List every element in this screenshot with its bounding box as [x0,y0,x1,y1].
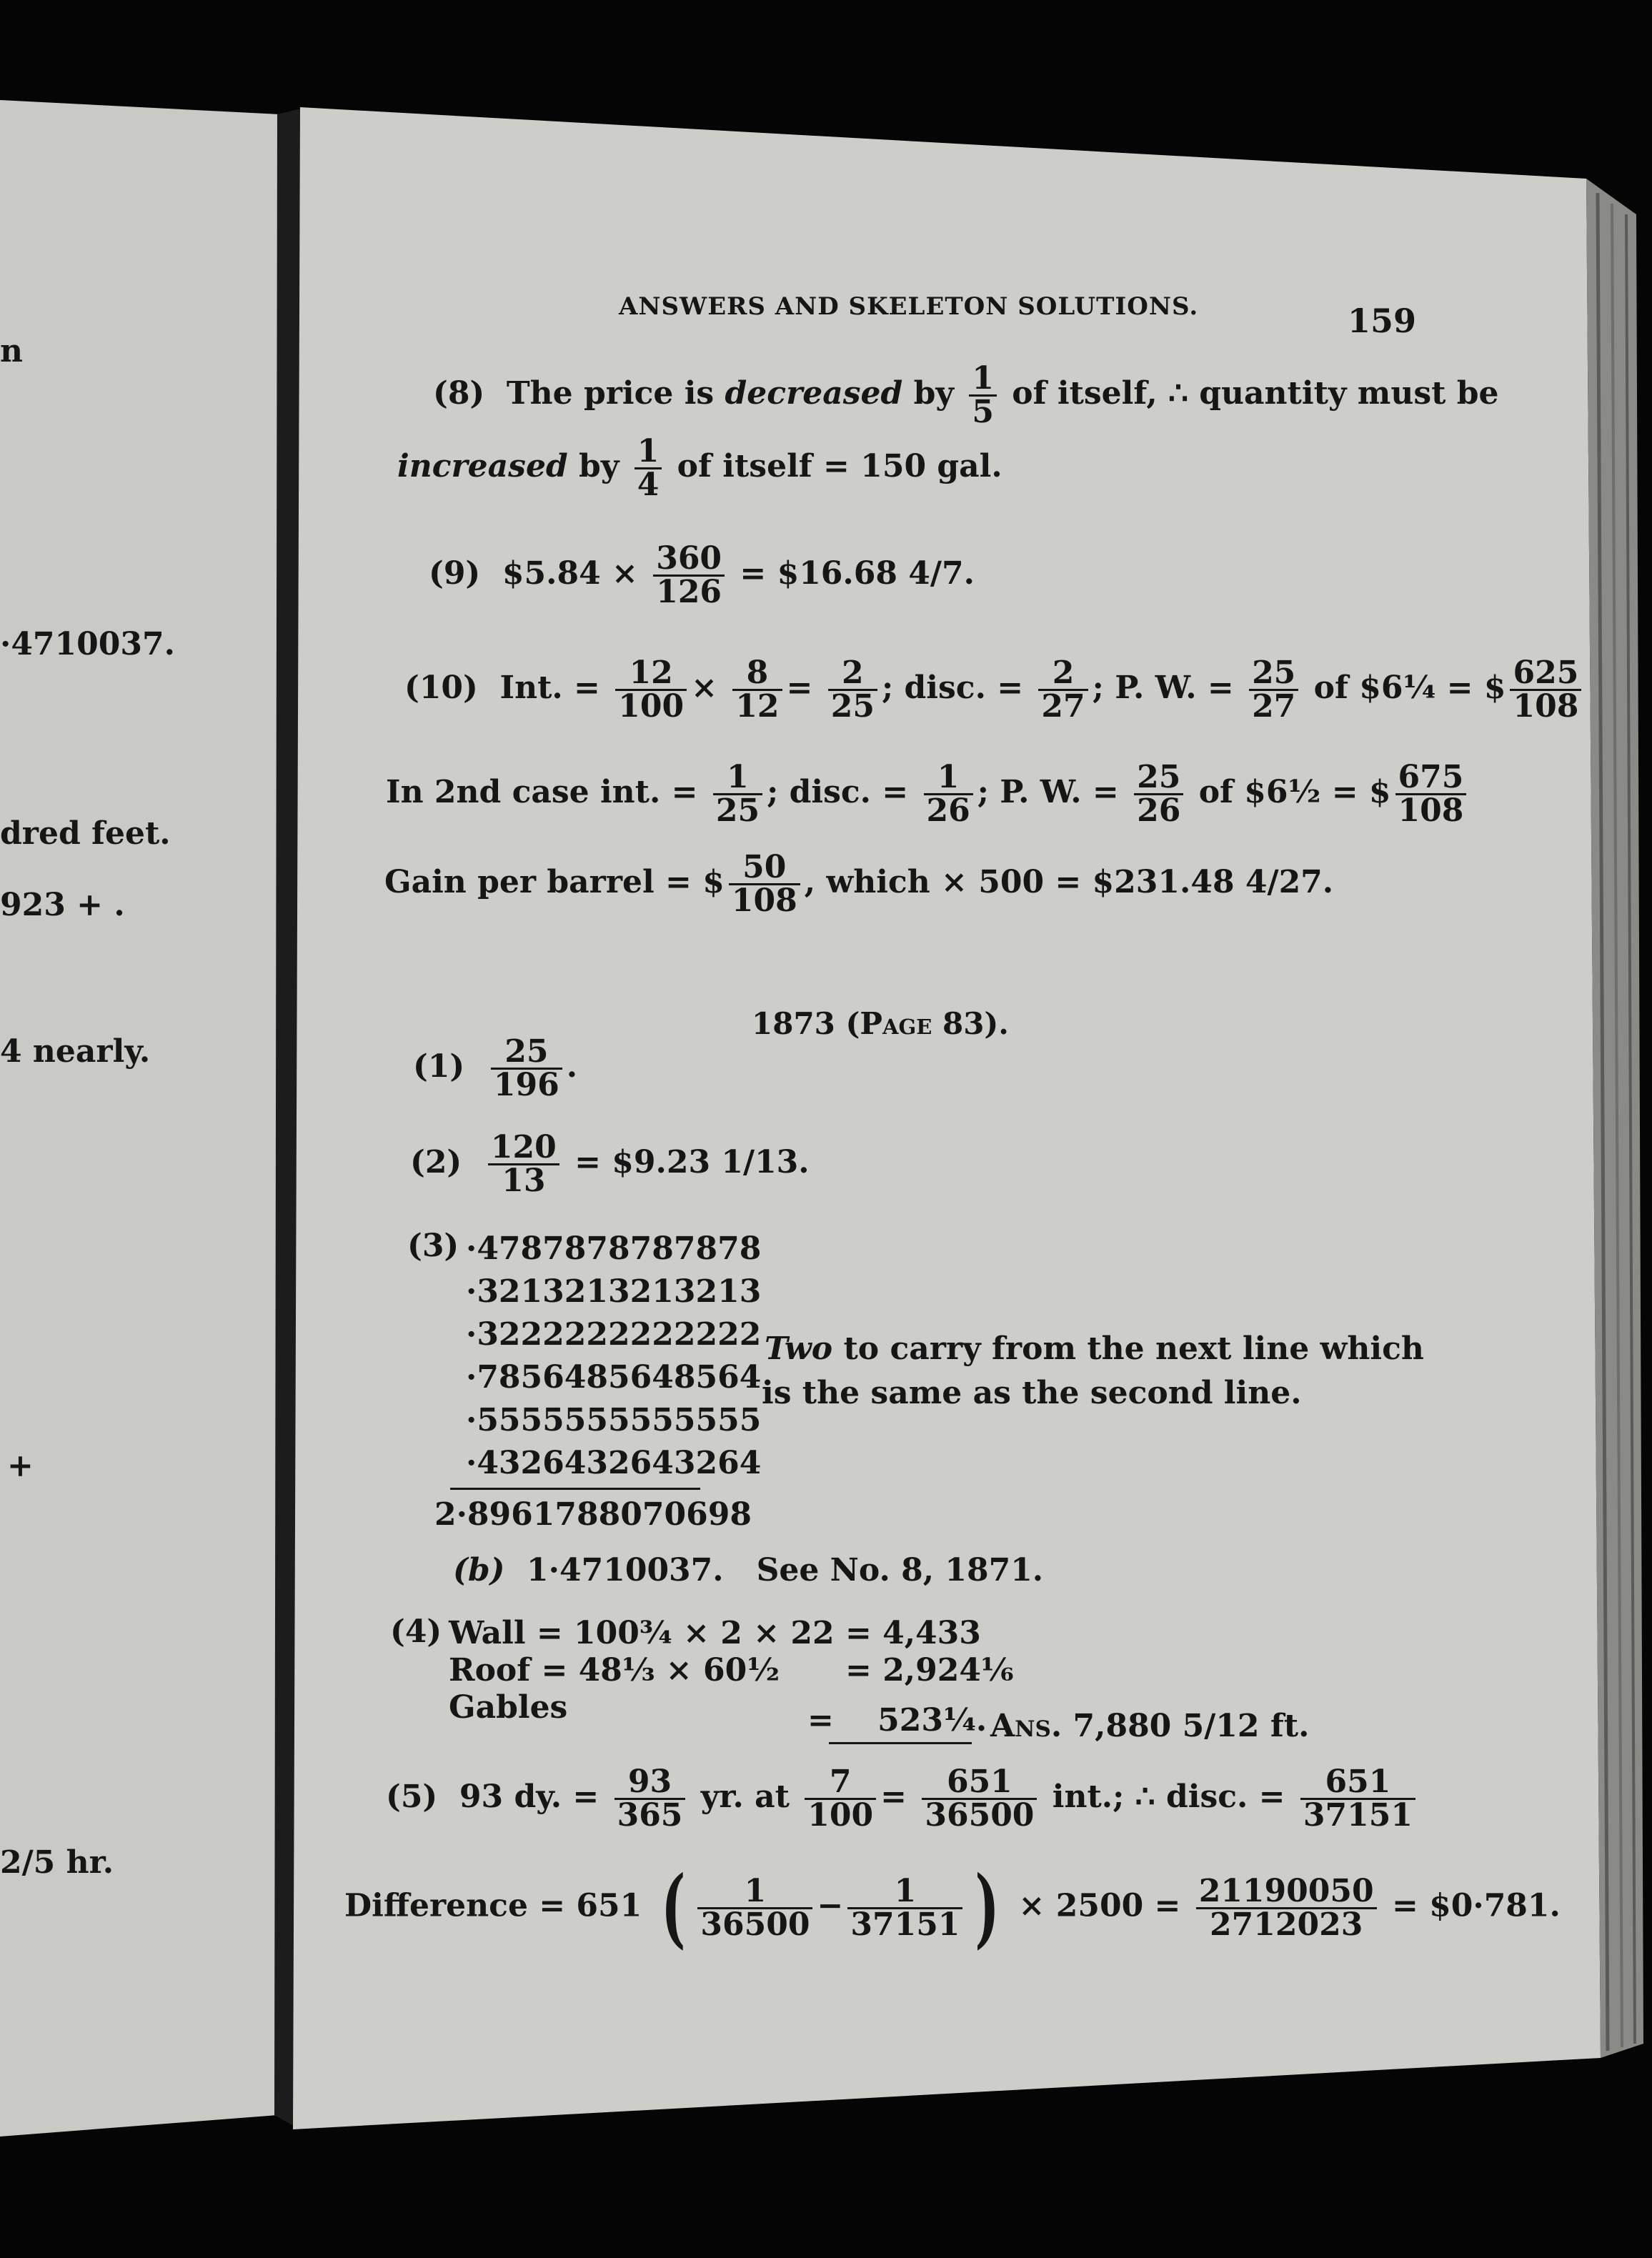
sum-rule [450,1488,700,1490]
left-fragment: 923 + . [0,887,125,923]
question-9: (9) $5.84 × $\frac{360}{126}$ = $16.68 4/7. [429,540,975,610]
decimal-total: 2·8961788070698 [434,1496,752,1533]
wall-line: Wall = 100¾ × 2 × 22 = 4,433 [449,1615,981,1651]
answer-4-result: Ans. 7,880 5/12 ft. [990,1708,1310,1744]
decimal-row: ·4787878787878 [466,1230,762,1267]
decimal-row: ·4326432643264 [466,1445,762,1481]
answer-1: (1) $\frac{25}{196}$ . [413,1033,578,1103]
left-page [0,100,280,2137]
left-fragment: + [7,1448,34,1484]
left-fragment: dred feet. [0,815,171,852]
decimal-row: ·3222222222222 [466,1316,762,1353]
decimal-row: ·7856485648564 [466,1359,762,1396]
roof-line: Roof = 48⅓ × 60½ = 2,924⅙ [449,1652,1014,1688]
decimal-row: ·3213213213213 [466,1273,762,1310]
answer-5: (5) 93 dy. = $\frac{93}{365}$ yr. at $\frac{7}{100}$ = $\frac{651}{36500}$ int.; ∴ disc. = $\frac{651}{37151}$ [386,1766,1420,1831]
question-10-line-3: Gain per barrel = $ $\frac{50}{108}$ , which × 500 = $231.48 4/27. [384,849,1334,919]
answer-3-note-cont: is the same as the second line. [762,1375,1302,1411]
left-fragment: 2/5 hr. [0,1844,114,1881]
answer-4-label: (4) [390,1613,442,1650]
answer-3b: (b) 1·4710037. See No. 8, 1871. [453,1552,1044,1588]
question-8-line-2: increased by $\frac{1}{4}$ of itself = 150 gal. [397,433,1002,503]
answer-3-note: Two to carry from the next line which [765,1331,1424,1367]
answer-2: (2) $\frac{120}{13}$ = $9.23 1/13. [410,1129,810,1199]
question-10-line-2: In 2nd case int. = $\frac{1}{25}$ ; disc. = $\frac{1}{26}$ ; P. W. = $\frac{25}{26}$ of $6½ = $ $\frac{675}{108}$ [386,762,1471,827]
gables-rule [829,1742,972,1744]
gables-label: Gables [449,1689,568,1726]
left-fragment: 4 nearly. [0,1033,151,1070]
gables-value: = 523¼. [807,1702,987,1739]
section-heading: 1873 (Page 83). [752,1006,1009,1041]
answer-3-label: (3) [407,1228,459,1264]
left-fragment: n [0,333,23,369]
running-title: ANSWERS AND SKELETON SOLUTIONS. [619,292,1199,321]
page-number: 159 [1348,302,1417,340]
difference-line: Difference = 651 ( $\frac{1}{36500}$ − $\frac{1}{37151}$ ) × 2500 = $\frac{21190050}{2712023}$ = $0·781. [344,1857,1561,1958]
left-fragment: ·4710037. [0,626,175,662]
question-10-line-1: (10) Int. = $\frac{12}{100}$ × $\frac{8}{12}$ = $\frac{2}{25}$ ; disc. = $\frac{2}{27}$ ; P. W. = $\frac{25}{27}$ of $6¼ = $ $\frac{625}{108}$ [404,657,1586,722]
question-8-line-1: (8) The price is decreased by $\frac{1}{5}$ of itself, ∴ quantity must be [433,360,1499,430]
decimal-row: ·5555555555555 [466,1402,762,1438]
